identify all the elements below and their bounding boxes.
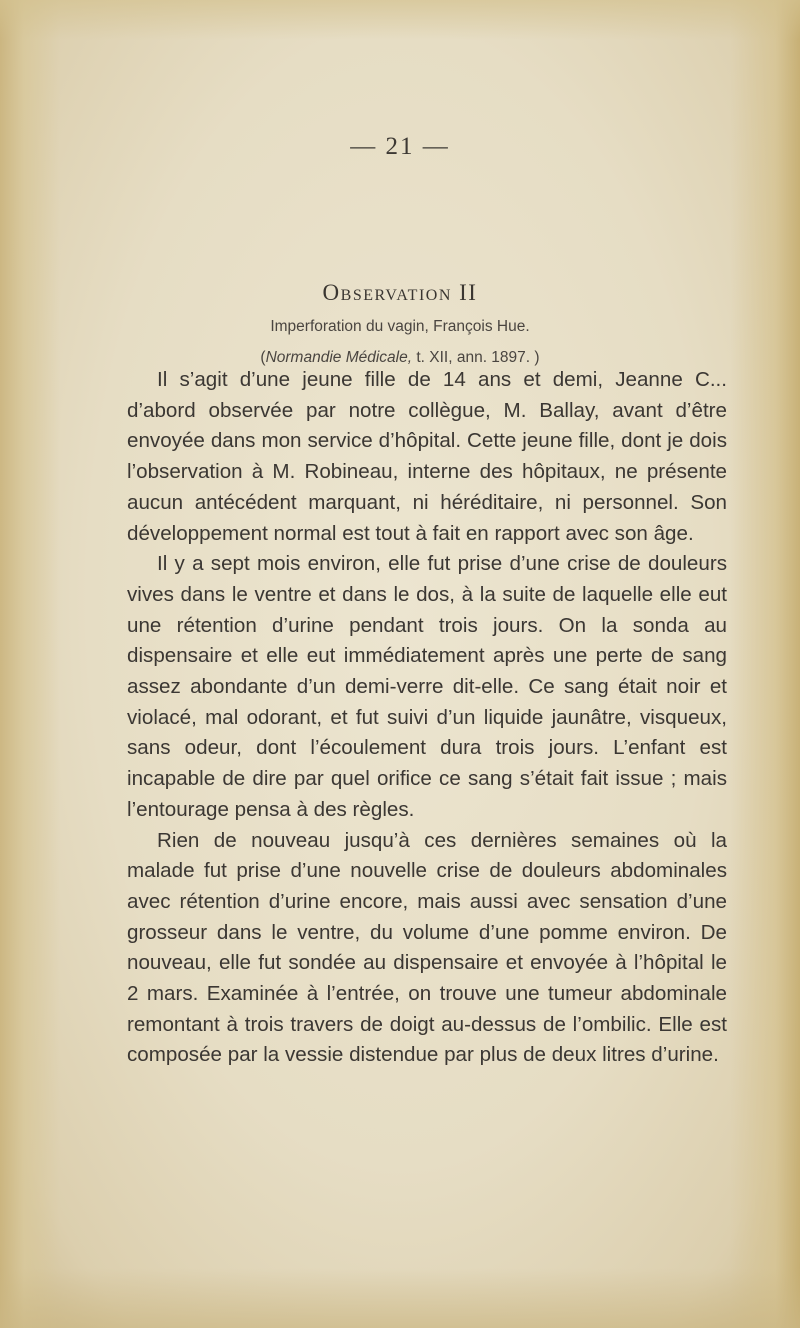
paragraph: Il s’agit d’une jeune fille de 14 ans et demi, Jeanne C... d’abord observée par notre collègue, M. Ballay, avant d’être envoyée dans mon service d’hôpital. Cette jeune fille, dont je dois l’observation à M. Robineau, interne des hôpitaux, ne présente aucun antécédent marquant, ni héréditaire, ni personnel. Son développement normal est tout à fait en rapport avec son âge.	[127, 368, 727, 545]
page-edge-left	[0, 0, 60, 1328]
paragraph: Rien de nouveau jusqu’à ces dernières semaines où la malade fut prise d’une nouvelle crise de douleurs abdominales avec rétention d’urine encore, mais aussi avec sensation d’une grosseur dans le ventre, du volume d’une pomme environ. De nouveau, elle fut sondée au dispensaire et envoyée à l’hôpital le 2 mars. Examinée à l’entrée, on trouve une tumeur abdominale remontant à trois travers de doigt au-dessus de l’ombilic. Elle est composée par la vessie distendue par plus de deux litres d’urine.	[127, 828, 727, 1067]
page-edge-right	[730, 0, 800, 1328]
observation-title: Observation II	[322, 280, 478, 305]
observation-body	[127, 365, 727, 1071]
page-edge-bottom	[0, 1268, 800, 1328]
page-number: — 21 —	[350, 133, 450, 160]
source-open-paren: (	[260, 349, 266, 366]
source-journal: Normandie Médicale,	[265, 349, 413, 366]
page-edge-top	[0, 0, 800, 40]
paragraph: Il y a sept mois environ, elle fut prise d’une crise de douleurs vives dans le ventre et dans le dos, à la suite de laquelle elle eut une rétention d’urine pendant trois jours. On la sonda au dispensaire et elle eut immédiatement après une perte de sang assez abondante d’un demi-verre dit-elle. Ce sang était noir et violacé, mal odorant, et fut suivi d’un liquide jaunâtre, visqueux, sans odeur, dont l’écoulement dura trois jours. L’enfant est incapable de dire par quel orifice ce sang s’était fait issue ; mais l’entourage pensa à des règles.	[127, 552, 727, 821]
observation-subtitle: Imperforation du vagin, François Hue.	[270, 318, 530, 335]
source-details: t. XII, ann. 1897. )	[412, 349, 540, 366]
